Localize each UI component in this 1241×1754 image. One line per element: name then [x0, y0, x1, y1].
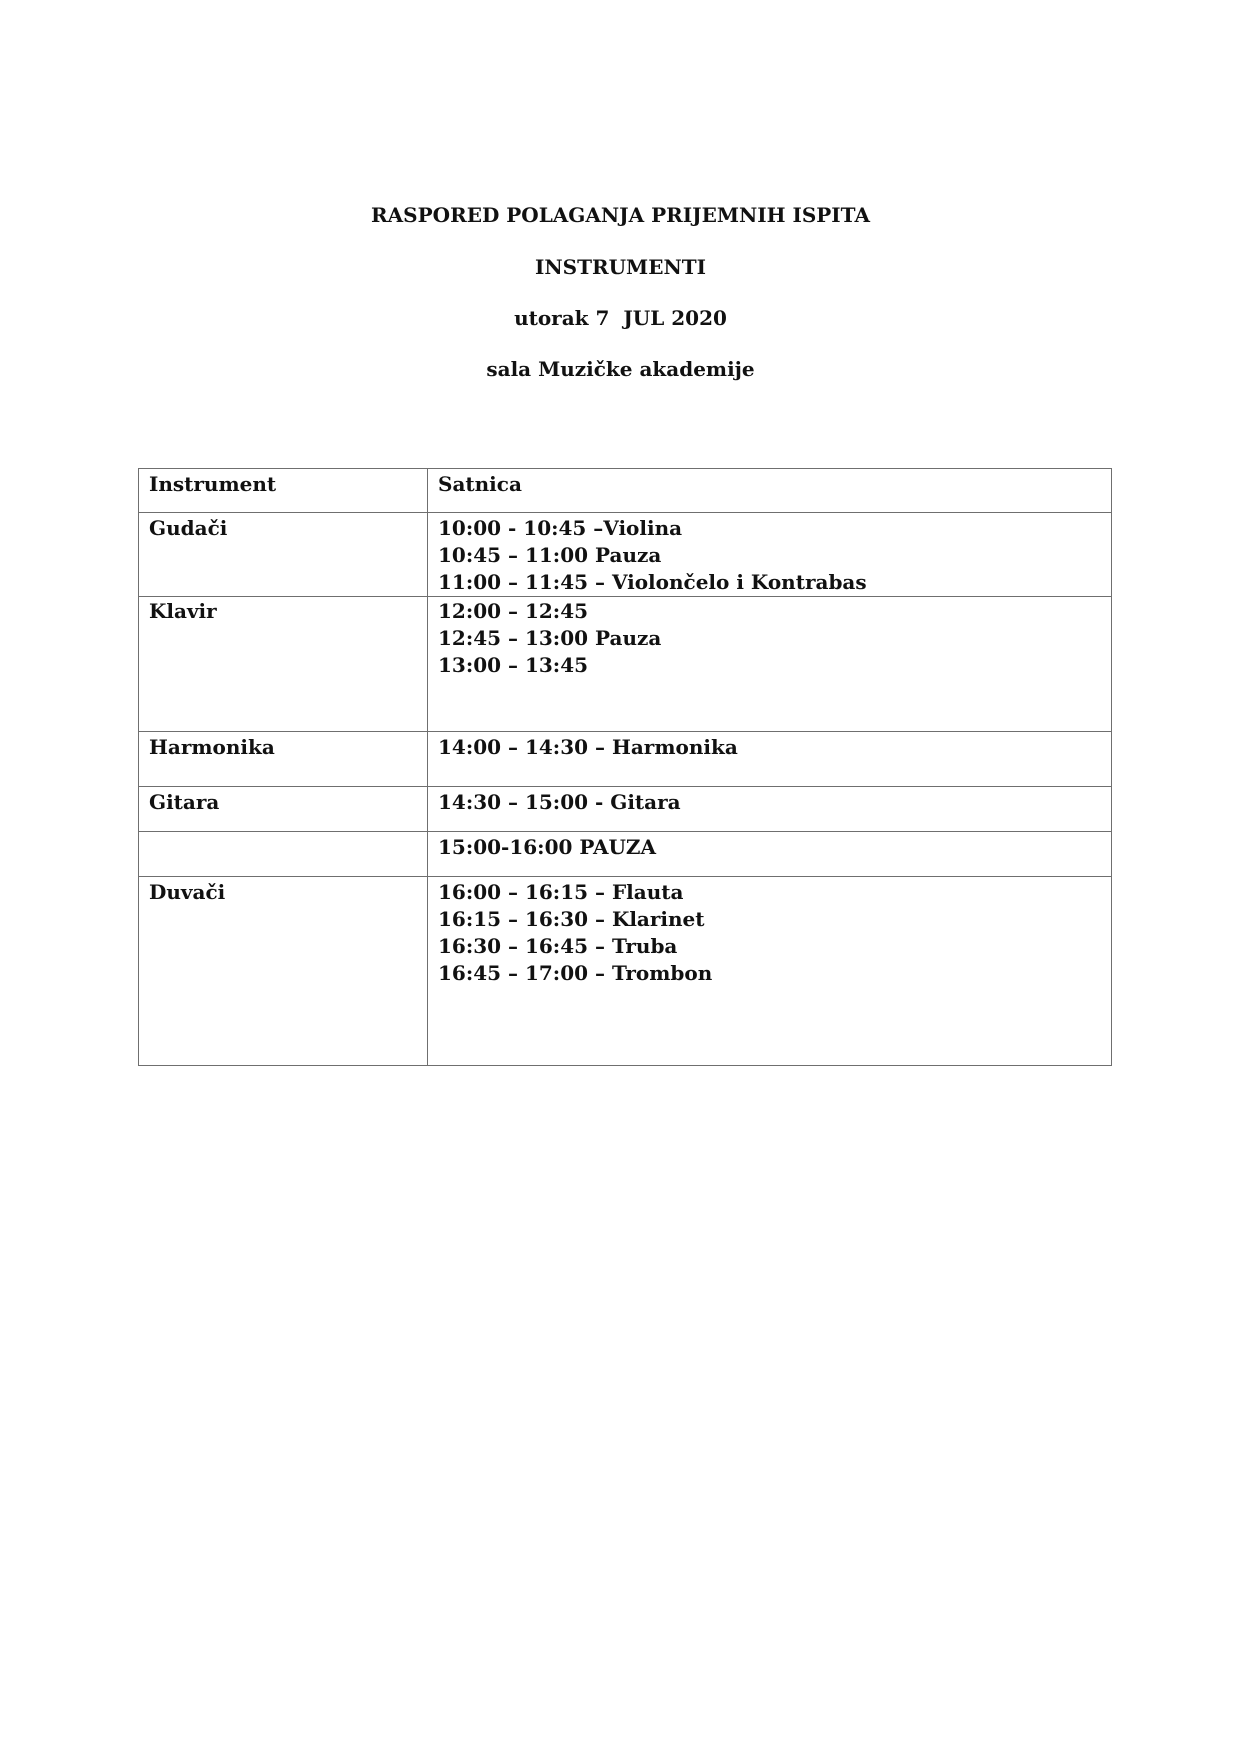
instrument-cell: Harmonika [139, 732, 428, 787]
table-row [139, 597, 1112, 732]
time-slot: 16:00 – 16:15 – Flauta [438, 880, 684, 904]
table-row [139, 787, 1112, 832]
instrument-cell: Klavir [139, 597, 428, 732]
satnica-cell [428, 787, 1112, 832]
time-slot: 16:15 – 16:30 – Klarinet [438, 907, 705, 931]
document-subtitle: INSTRUMENTI [535, 255, 706, 279]
exam-location: sala Muzičke akademije [486, 357, 755, 381]
time-slot: 14:00 – 14:30 – Harmonika [438, 735, 738, 759]
table-row [139, 513, 1112, 597]
satnica-cell [428, 877, 1112, 1066]
time-slot: 11:00 – 11:45 – Violončelo i Kontrabas [438, 570, 867, 594]
table-row [139, 877, 1112, 1066]
table-row [139, 732, 1112, 787]
satnica-cell [428, 832, 1112, 877]
instrument-cell: Gudači [139, 513, 428, 597]
table-row [139, 832, 1112, 877]
time-slot: 10:00 - 10:45 –Violina [438, 516, 683, 540]
document-title: RASPORED POLAGANJA PRIJEMNIH ISPITA [371, 203, 870, 227]
time-slot: 14:30 – 15:00 - Gitara [438, 790, 681, 814]
time-slot: 16:45 – 17:00 – Trombon [438, 961, 713, 985]
instrument-cell [139, 832, 428, 877]
instrument-cell: Gitara [139, 787, 428, 832]
header-instrument: Instrument [139, 469, 428, 513]
time-slot: 12:00 – 12:45 [438, 599, 589, 623]
time-slot: 12:45 – 13:00 Pauza [438, 626, 662, 650]
schedule-table [138, 468, 1112, 1066]
satnica-cell [428, 597, 1112, 732]
time-slot: 10:45 – 11:00 Pauza [438, 543, 662, 567]
header-satnica: Satnica [428, 469, 1112, 513]
table-header-row [139, 469, 1112, 513]
satnica-cell [428, 732, 1112, 787]
time-slot: 15:00-16:00 PAUZA [438, 835, 657, 859]
satnica-cell [428, 513, 1112, 597]
instrument-cell: Duvači [139, 877, 428, 1066]
time-slot: 16:30 – 16:45 – Truba [438, 934, 678, 958]
exam-date: utorak 7 JUL 2020 [514, 306, 727, 330]
time-slot: 13:00 – 13:45 [438, 653, 589, 677]
